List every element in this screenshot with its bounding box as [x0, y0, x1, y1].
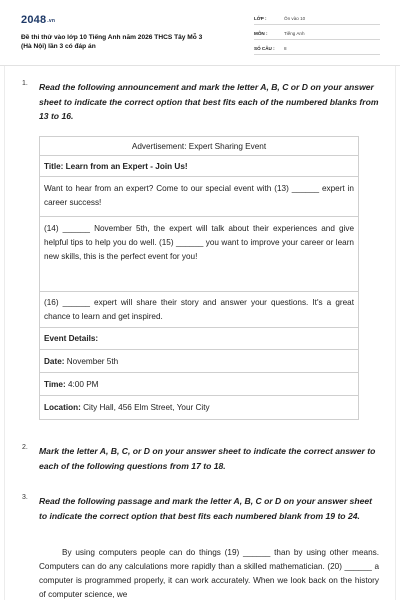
event-location-row: [40, 396, 358, 420]
question-number: 2.: [22, 444, 28, 451]
meta-class: [254, 13, 380, 25]
event-time-value: 4:00 PM: [65, 379, 99, 389]
meta-question-count-label: SỐ CÂU :: [254, 46, 275, 51]
question-instruction: Read the following announcement and mark the letter A, B, C or D on your answer sheet to indicate the correct option that best fits each of the numbered blanks from 13 to 16.: [39, 82, 379, 121]
meta-subject-value: Tiếng Anh: [284, 31, 305, 36]
question-number: 1.: [22, 80, 28, 87]
meta-class-label: LỚP :: [254, 16, 267, 21]
meta-question-count-value: 8: [284, 46, 287, 51]
event-date-label: Date:: [44, 356, 65, 366]
event-details-heading: Event Details:: [40, 328, 358, 350]
announcement-table: [39, 136, 359, 420]
event-date-row: [40, 350, 358, 373]
event-date-value: November 5th: [64, 356, 119, 366]
exam-title-line1: Đề thi thử vào lớp 10 Tiếng Anh năm 2026 THCS Tây Mỗ 3: [21, 34, 203, 41]
meta-class-value: Ôn vào 10: [284, 16, 306, 21]
question-instruction: Mark the letter A, B, C, or D on your answer sheet to indicate the correct answer to each of the following questions from 17 to 18.: [39, 446, 376, 471]
event-time-label: Time:: [44, 379, 66, 389]
reading-passage: By using computers people can do things (19) ______ than by using other means. Computers can do any calculations more rapidly than a skilled mathematician. (20) ______ a computer is programmed properly, it can work accurately. When we look back on the history of computer science, we: [39, 548, 379, 599]
logo-suffix: .vn: [47, 18, 56, 24]
question-instruction: Read the following passage and mark the letter A, B, C or D on your answer sheet to indicate the correct option that best fits each numbered blank from 19 to 24.: [39, 496, 372, 521]
meta-subject-label: MÔN :: [254, 31, 268, 36]
event-location-label: Location:: [44, 402, 81, 412]
exam-header: [0, 0, 400, 66]
announcement-heading: Advertisement: Expert Sharing Event: [40, 137, 358, 156]
exam-title: [21, 33, 246, 51]
question-number: 3.: [22, 494, 28, 501]
announcement-paragraph-1: Want to hear from an expert? Come to our special event with (13) ______ expert in career success!: [40, 177, 358, 217]
announcement-paragraph-2: (14) ______ November 5th, the expert will talk about their experiences and give helpful tips to help you do well. (15) ______ you want to improve your career or learn new skills, this is the perfect event for you!: [40, 217, 358, 292]
exam-title-line2: (Hà Nội) lần 3 có đáp án: [21, 43, 96, 50]
site-logo[interactable]: [21, 14, 55, 26]
event-time-row: [40, 373, 358, 396]
announcement-paragraph-3: (16) ______ expert will share their story and answer your questions. It's a great chance to learn and get inspired.: [40, 292, 358, 328]
meta-question-count: [254, 43, 380, 55]
meta-subject: [254, 28, 380, 40]
announcement-title: Title: Learn from an Expert - Join Us!: [40, 156, 358, 177]
event-location-value: City Hall, 456 Elm Street, Your City: [80, 402, 210, 412]
logo-text: 2048: [21, 14, 47, 26]
